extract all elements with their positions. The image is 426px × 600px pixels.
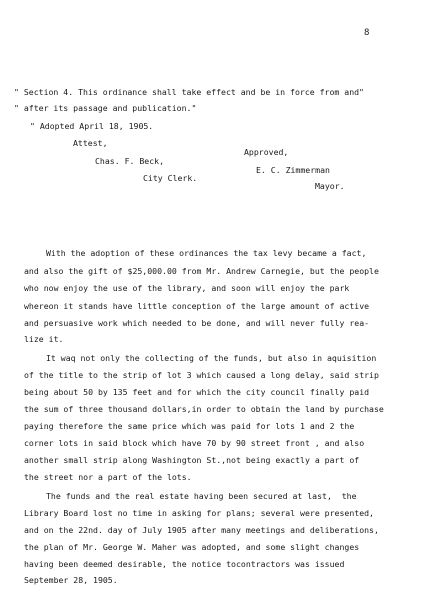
paragraph-2-line: the sum of three thousand dollars,in order to obtain the land by purchase	[24, 404, 384, 414]
clerk-name: Chas. F. Beck,	[95, 156, 165, 166]
page-number: 8	[364, 28, 370, 38]
ordinance-line-2: " after its passage and publication."	[14, 103, 197, 113]
paragraph-2-line: being about 50 by 135 feet and for which the city council finally paid	[24, 387, 370, 397]
adopted-date: " Adopted April 18, 1905.	[30, 121, 154, 131]
paragraph-2-line: paying therefore the same price which was paid for lots 1 and 2 the	[24, 421, 355, 431]
paragraph-3-line: The funds and the real estate having been secured at last, the	[46, 491, 357, 501]
paragraph-1-line: whereon it stands have little conception of the large amount of active	[24, 301, 370, 311]
paragraph-2-line: of the title to the strip of lot 3 which caused a long delay, said strip	[24, 370, 379, 380]
paragraph-1-line: With the adoption of these ordinances the tax levy became a fact,	[46, 248, 367, 258]
ordinance-line-1: " Section 4. This ordinance shall take effect and be in force from and"	[14, 87, 364, 97]
paragraph-2-line: another small strip along Washington St.,not being exactly a part of	[24, 455, 360, 465]
paragraph-2-line: the street nor a part of the lots.	[24, 472, 192, 482]
paragraph-1-line: and also the gift of $25,000.00 from Mr. Andrew Carnegie, but the people	[24, 266, 379, 276]
paragraph-3-line: having been deemed desirable, the notice tocontractors was issued	[24, 559, 345, 569]
paragraph-1-line: who now enjoy the use of the library, and soon will enjoy the park	[24, 283, 350, 293]
paragraph-3-line: the plan of Mr. George W. Maher was adopted, and some slight changes	[24, 542, 360, 552]
mayor-title: Mayor.	[315, 181, 345, 191]
paragraph-3-line: Library Board lost no time in asking for plans; several were presented,	[24, 508, 374, 518]
mayor-name: E. C. Zimmerman	[256, 165, 330, 175]
paragraph-1-line: and persuasive work which needed to be done, and will never fully rea-	[24, 318, 370, 328]
attest-label: Attest,	[73, 138, 108, 148]
paragraph-3-line: September 28, 1905.	[24, 575, 118, 585]
clerk-title: City Clerk.	[143, 173, 198, 183]
paragraph-3-line: and on the 22nd. day of July 1905 after many meetings and deliberations,	[24, 525, 379, 535]
paragraph-1-line: lize it.	[24, 334, 64, 344]
approved-label: Approved,	[244, 147, 289, 157]
paragraph-2-line: corner lots in said block which have 70 by 90 street front , and also	[24, 438, 365, 448]
paragraph-2-line: It waq not only the collecting of the funds, but also in aquisition	[46, 353, 377, 363]
